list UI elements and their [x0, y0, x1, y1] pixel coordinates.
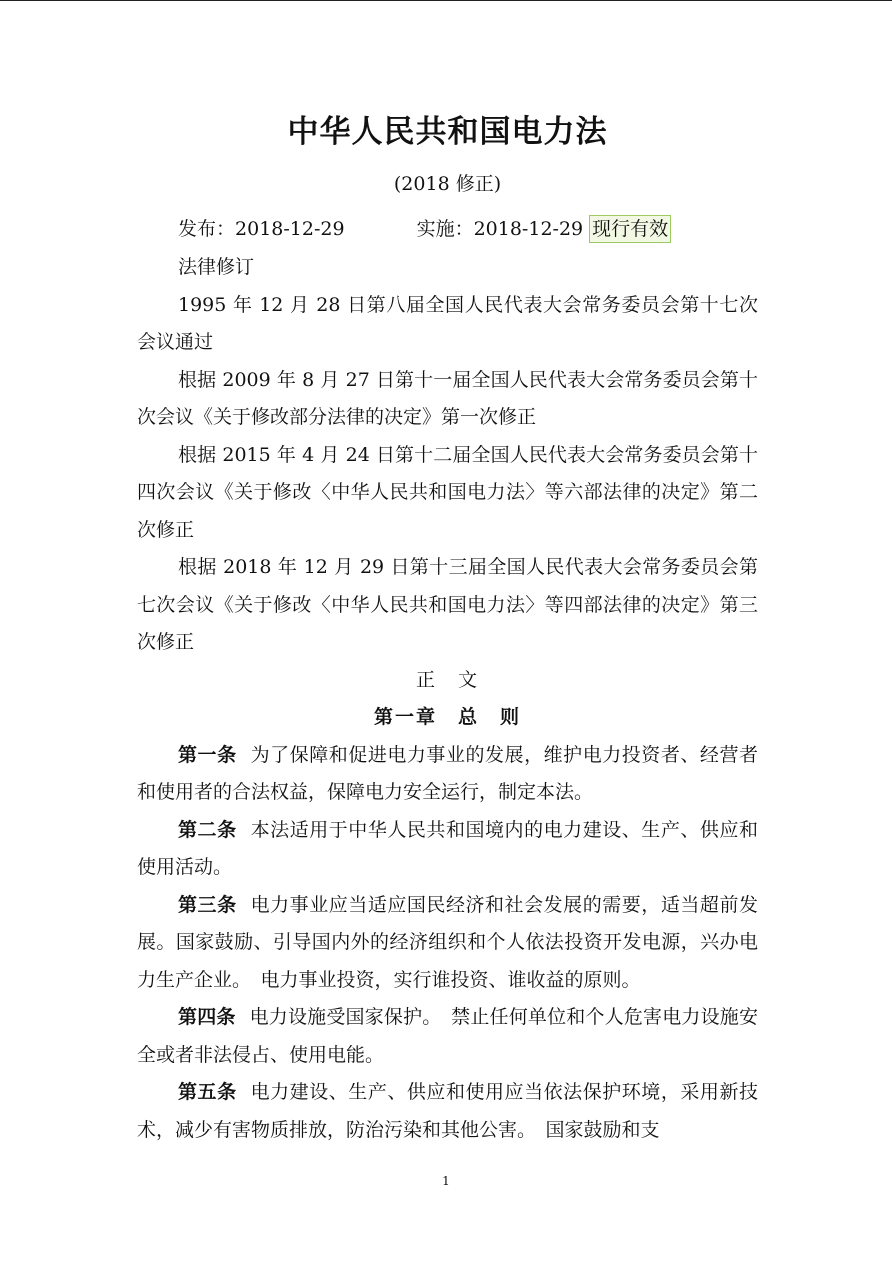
publish-label: 发布： — [178, 218, 236, 240]
article-number: 第三条 — [178, 893, 237, 916]
page-number: 1 — [442, 1174, 450, 1188]
effective-label: 实施： — [416, 218, 474, 240]
history-item: 根据 2018 年 12 月 29 日第十三届全国人民代表大会常务委员会第七次会议《关于修改〈中华人民共和国电力法〉等四部法律的决定》第三次修正 — [137, 556, 758, 653]
article-text: 电力事业应当适应国民经济和社会发展的需要，适当超前发展。国家鼓励、引导国内外的经济组织和个人依法投资开发电源，兴办电力生产企业。 电力事业投资，实行谁投资、谁收益的原则。 — [137, 893, 758, 991]
article — [137, 812, 758, 887]
history-item: 1995 年 12 月 28 日第八届全国人民代表大会常务委员会第十七次会议通过 — [137, 293, 758, 353]
article-number: 第二条 — [178, 818, 237, 841]
category-label: 法律修订 — [178, 256, 255, 278]
article-text: 本法适用于中华人民共和国境内的电力建设、生产、供应和使用活动。 — [137, 818, 758, 878]
article — [137, 999, 758, 1074]
history-item: 根据 2009 年 8 月 27 日第十一届全国人民代表大会常务委员会第十次会议《关于修改部分法律的决定》第一次修正 — [137, 368, 758, 428]
document-body — [137, 249, 758, 1149]
meta-row — [178, 214, 671, 244]
article — [137, 1074, 758, 1149]
article — [137, 737, 758, 812]
status-badge[interactable]: 现行有效 — [589, 215, 671, 243]
effective-date: 2018-12-29 — [473, 218, 584, 240]
article-text: 为了保障和促进电力事业的发展，维护电力投资者、经营者和使用者的合法权益，保障电力安全运行，制定本法。 — [137, 743, 758, 803]
publish-date: 2018-12-29 — [235, 218, 345, 240]
article-text: 电力设施受国家保护。 禁止任何单位和个人危害电力设施安全或者非法侵占、使用电能。 — [137, 1006, 758, 1066]
article-number: 第五条 — [178, 1081, 237, 1103]
document-subtitle: (2018 修正) — [393, 173, 502, 195]
history-item: 根据 2015 年 4 月 24 日第十二届全国人民代表大会常务委员会第十四次会议《关于修改〈中华人民共和国电力法〉等六部法律的决定》第二次修正 — [137, 443, 758, 541]
document-title: 中华人民共和国电力法 — [287, 114, 608, 150]
article — [137, 887, 758, 1000]
article-text: 电力建设、生产、供应和使用应当依法保护环境，采用新技术，减少有害物质排放，防治污染和其他公害。 国家鼓励和支 — [137, 1081, 758, 1141]
section-heading: 正 文 — [415, 668, 479, 691]
article-number: 第四条 — [178, 1006, 236, 1028]
article-number: 第一条 — [178, 743, 237, 766]
chapter-heading: 第一章 总 则 — [373, 706, 521, 728]
top-border-line — [0, 0, 892, 1]
